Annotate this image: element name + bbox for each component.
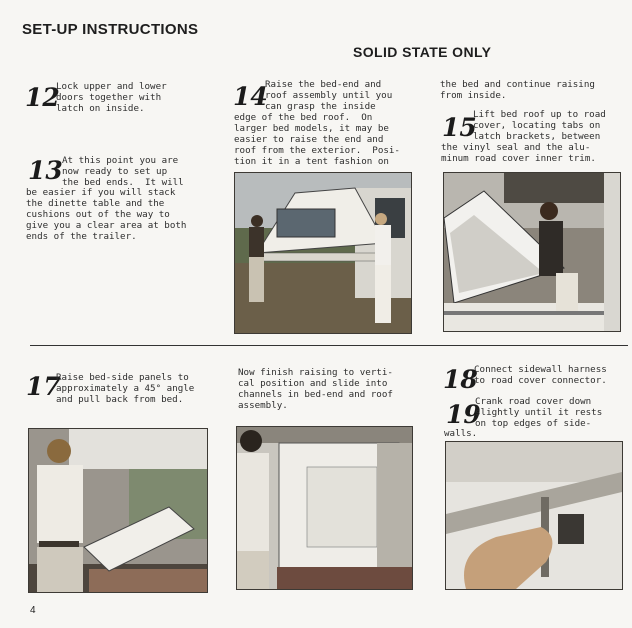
photo-crank-road-cover [445, 441, 623, 590]
step-14-number: 14 [233, 82, 268, 111]
step-17-continued-text: Now finish raising to verti- cal position and slide into channels in bed-end and roof assembly. [238, 367, 393, 411]
step-17-text: Raise bed-side panels to approximately a 45° angle and pull back from bed. [56, 372, 195, 405]
page-number: 4 [30, 605, 36, 616]
step-14-text-indented: Raise the bed-end and roof assembly until you can grasp the inside [265, 79, 393, 112]
page-title: SET-UP INSTRUCTIONS [22, 21, 199, 38]
step-19-text-indented: Crank road cover down slightly until it rests on top edges of side- [475, 396, 603, 429]
photo-lifting-bed-roof [443, 172, 621, 332]
step-18-number: 18 [443, 365, 478, 394]
step-14-text: edge of the bed roof. On larger bed models, it may be easier to raise the end and roof from the exterior. Posi- tion it in a tent fashion on [234, 112, 400, 167]
step-12-text: Lock upper and lower doors together with latch on inside. [56, 81, 167, 114]
step-13-number: 13 [28, 156, 63, 185]
page-subtitle: SOLID STATE ONLY [353, 44, 492, 60]
step-13-text: be easier if you will stack the dinette table and the cushions out of the way to give you a clear area at both ends of the trailer. [26, 187, 187, 242]
step-12-number: 12 [25, 83, 60, 112]
step-17-number: 17 [26, 372, 61, 401]
step-14-continued-text: the bed and continue raising from inside. [440, 79, 595, 101]
photo-raising-side-panels [28, 428, 208, 593]
step-18-text: Connect sidewall harness to road cover connector. [474, 364, 607, 386]
step-19-number: 19 [446, 400, 481, 429]
section-divider [30, 345, 628, 346]
step-15-text: the vinyl seal and the alu- minum road cover inner trim. [441, 142, 596, 164]
photo-finish-raising-panel [236, 426, 413, 590]
step-19-text: walls. [444, 428, 478, 439]
photo-raising-bed-end [234, 172, 412, 334]
step-15-number: 15 [442, 113, 477, 142]
step-15-text-indented: Lift bed roof up to road cover, locating tabs on latch brackets, between [473, 109, 606, 142]
step-13-text-indented: At this point you are now ready to set up the bed ends. It will [62, 155, 184, 188]
